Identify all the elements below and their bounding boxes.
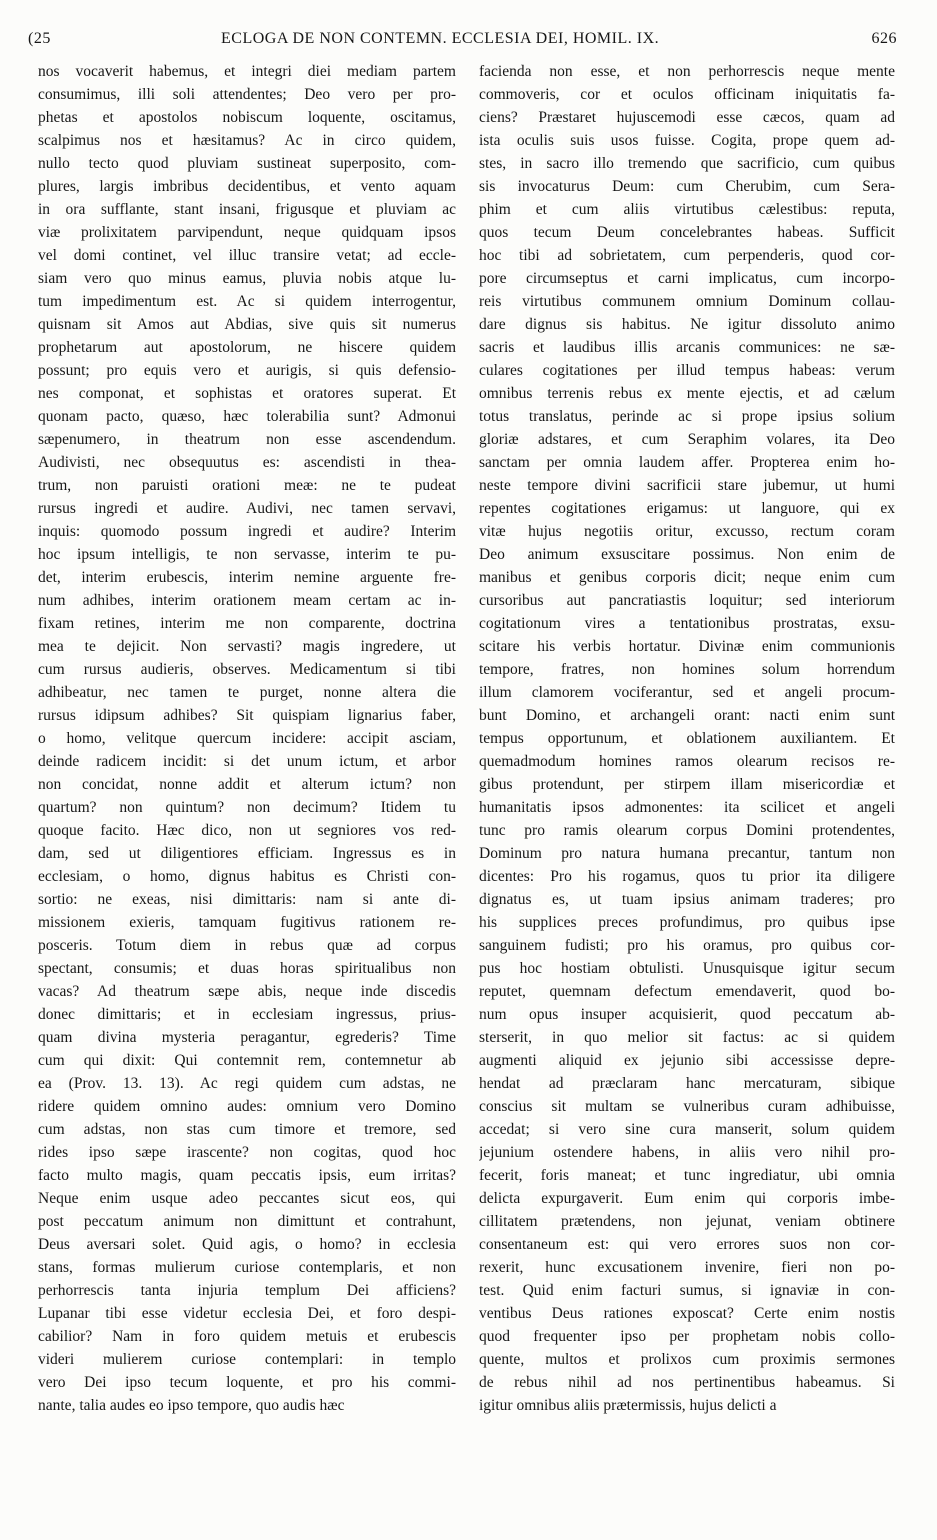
text-line: ista oculis suis usos fuisse. Cogita, prope quem ad- (479, 132, 895, 149)
right-text-column (479, 60, 895, 1417)
text-line: hendat ad præclaram hanc mercaturam, sibique (479, 1075, 895, 1092)
text-line: trum, non paruisti orationi meæ: ne te pudeat (38, 477, 456, 494)
text-line: deinde radicem incidit: si det unum ictum, et arbor (38, 753, 456, 770)
text-line: illum clamorem vociferantur, sed et angeli procum- (479, 684, 895, 701)
text-line: Dominum pro natura humana precantur, tantum non (479, 845, 895, 862)
text-line: scalpimus nos et hæsitamus? Ac in circo quidem, (38, 132, 456, 149)
text-line: cogitationum vires a tentationibus prostratas, exsu- (479, 615, 895, 632)
text-line: dare dignus sis habitus. Ne igitur dissoluto animo (479, 316, 895, 333)
text-line: siam vero quo minus eamus, pluvia nobis atque lu- (38, 270, 456, 287)
left-text-column (38, 60, 456, 1417)
page-number-left: (25 (28, 30, 51, 47)
text-line: ventibus Deus rationes exposcat? Certe enim nostis (479, 1305, 895, 1322)
text-line: cum qui dixit: Qui contemnit rem, contemnetur ab (38, 1052, 456, 1069)
text-line: facto multo magis, quam peccatis ipsis, eum irritas? (38, 1167, 456, 1184)
text-line: humanitatis ipsos admonentes: ita scilicet et angeli (479, 799, 895, 816)
text-line: totus translatus, perinde ac si prope ipsius solium (479, 408, 895, 425)
text-line: nos vocaverit habemus, et integri diei mediam partem (38, 63, 456, 80)
text-line: hoc ipsum intelligis, te non servasse, interim te pu- (38, 546, 456, 563)
text-line: dicentes: Pro his rogamus, quos tu prior ita diligere (479, 868, 895, 885)
text-line: prophetarum aut apostolorum, ne hiscere quidem (38, 339, 456, 356)
text-line: mea te dejicit. Non servasti? magis ingredere, ut (38, 638, 456, 655)
running-title: ECLOGA DE NON CONTEMN. ECCLESIA DEI, HOMIL. IX. (221, 30, 660, 47)
text-line: num adhibes, interim orationem meam certam ac in- (38, 592, 456, 609)
text-line: posceris. Totum diem in rebus quæ ad corpus (38, 937, 456, 954)
text-line: vitæ hujus negotiis oritur, excusso, rectum coram (479, 523, 895, 540)
text-line: commoveris, cor et oculos officinam iniquitatis fa- (479, 86, 895, 103)
text-line: Neque enim usque adeo peccantes sicut eos, qui (38, 1190, 456, 1207)
text-line: neste tempore divini sacrificii stare jubemur, ut humi (479, 477, 895, 494)
text-line: missionem exieris, tamquam fugitivus rationem re- (38, 914, 456, 931)
text-line: quod frequenter ipso per prophetam nobis collo- (479, 1328, 895, 1345)
text-line: ea (Prov. 13. 13). Ac regi quidem cum adstas, ne (38, 1075, 456, 1092)
text-line: sanctam per omnia laudem affer. Propterea enim ho- (479, 454, 895, 471)
text-line: sæpenumero, in theatrum non esse ascendendum. (38, 431, 456, 448)
text-line: fecerit, foris maneat; et tunc ingrediatur, ubi omnia (479, 1167, 895, 1184)
text-line: quam divina mysteria peragantur, egrederis? Time (38, 1029, 456, 1046)
text-line: conscius sit multam se vulneribus curam adhibuisse, (479, 1098, 895, 1115)
text-line: videri mulierem curiose contemplari: in templo (38, 1351, 456, 1368)
text-line: vel domi continet, vel illuc transire vetat; ad eccle- (38, 247, 456, 264)
text-line: delicta expurgaverit. Eum enim qui corporis imbe- (479, 1190, 895, 1207)
text-line: gibus protendunt, per stirpem illam misericordiæ et (479, 776, 895, 793)
text-line: repentes cogitationes erigamus: ut languore, qui ex (479, 500, 895, 517)
text-line: phetas et apostolos nobiscum loquente, oscitamus, (38, 109, 456, 126)
text-line: quonam pacto, quæso, hæc tolerabilia sunt? Admonui (38, 408, 456, 425)
text-line: manibus et genibus corporis dicit; neque enim cum (479, 569, 895, 586)
text-line: in ora sufflante, stant insani, frigusque et pluviam ac (38, 201, 456, 218)
text-line: rexerit, hunc excusationem invenire, fieri non po- (479, 1259, 895, 1276)
text-line: Deo animum exsuscitare possimus. Non enim de (479, 546, 895, 563)
text-line: omnibus terrenis rebus ex mente ejectis, et ad cælum (479, 385, 895, 402)
text-line: vacas? Ad theatrum sæpe abis, neque inde discedis (38, 983, 456, 1000)
text-line: reputet, quemnam defectum emendaverit, quod bo- (479, 983, 895, 1000)
text-line: sis invocaturus Deum: cum Cherubim, cum Sera- (479, 178, 895, 195)
text-line: sacris et laudibus illis arcanis communices: ne sæ- (479, 339, 895, 356)
text-line: cum adstas, non stas cum timore et tremore, sed (38, 1121, 456, 1138)
text-line: sortio: ne exeas, nisi dimittaris: nam si ante di- (38, 891, 456, 908)
text-line: tum impedimentum est. Ac si quidem interrogentur, (38, 293, 456, 310)
text-line: possunt; pro equis vero et aurigis, si quis defensio- (38, 362, 456, 379)
text-line: perhorrescis tanta injuria templum Dei afficiens? (38, 1282, 456, 1299)
text-line: hoc tibi ad sobrietatem, cum perpenderis, quod cor- (479, 247, 895, 264)
text-line: adhibeatur, nec tamen te purget, nonne altera die (38, 684, 456, 701)
text-line: plures, largis imbribus decidentibus, et vento aquam (38, 178, 456, 195)
text-line: ecclesiam, o homo, dignus habitus es Christi con- (38, 868, 456, 885)
text-line: fixam retines, interim me non comparente, doctrina (38, 615, 456, 632)
text-line: tempore, fratres, non homines solum horrendum (479, 661, 895, 678)
text-line: sterserit, in quo melior sit factus: ac si quidem (479, 1029, 895, 1046)
text-line: facienda non esse, et non perhorrescis neque mente (479, 63, 895, 80)
text-line: culares cogitationes per illud tempus habeas: verum (479, 362, 895, 379)
text-line: nante, talia audes eo ipso tempore, quo audis hæc (38, 1397, 345, 1414)
text-line: tempus opportunum, et oblationem auxiliantem. Et (479, 730, 895, 747)
text-line: phim et cum aliis virtutibus cælestibus: reputa, (479, 201, 895, 218)
text-line: scitare his verbis hortatur. Divinæ enim communionis (479, 638, 895, 655)
text-line: num opus insuper acquisierit, quod peccatum ab- (479, 1006, 895, 1023)
text-line: jejunium ostendere habens, in aliis vero nihil pro- (479, 1144, 895, 1161)
text-line: Audivisti, nec obsequutus es: ascendisti in thea- (38, 454, 456, 471)
text-line: accedat; si vero sine cura manserit, solum quidem (479, 1121, 895, 1138)
text-line: viæ prolixitatem parvipendunt, neque quidquam ipsos (38, 224, 456, 241)
text-line: o homo, velitque quercum incidere: accipit asciam, (38, 730, 456, 747)
text-line: reis virtutibus communem omnium Dominum collau- (479, 293, 895, 310)
text-line: augmenti aliquid ex jejunio sibi accessisse depre- (479, 1052, 895, 1069)
text-line: cillitatem prætendens, non jejunat, veniam obtinere (479, 1213, 895, 1230)
text-line: test. Quid enim facturi sumus, si ignaviæ in con- (479, 1282, 895, 1299)
text-line: rursus idipsum adhibes? Sit quispiam lignarius faber, (38, 707, 456, 724)
text-line: nes componat, et sophistas et oratores superat. Et (38, 385, 456, 402)
text-line: donec dimittaris; et in ecclesiam ingressus, prius- (38, 1006, 456, 1023)
text-line: quemadmodum homines ramos olearum recisos re- (479, 753, 895, 770)
text-line: stans, formas mulierum curiose contemplaris, et non (38, 1259, 456, 1276)
text-line: spectant, consumis; et duas horas spiritualibus non (38, 960, 456, 977)
text-line: igitur omnibus aliis prætermissis, hujus delicti a (479, 1397, 777, 1414)
text-line: consentaneum est: qui vero errores suos non cor- (479, 1236, 895, 1253)
text-line: quente, multos et prolixos cum proximis sermones (479, 1351, 895, 1368)
text-line: dam, sed ut diligentiores efficiam. Ingressus es in (38, 845, 456, 862)
text-line: his supplices preces profundimus, pro quibus ipse (479, 914, 895, 931)
text-line: tunc pro ramis olearum corpus Domini protendentes, (479, 822, 895, 839)
text-line: quartum? non quintum? non decimum? Itidem tu (38, 799, 456, 816)
text-line: quos tecum Deum concelebrantes habeas. Sufficit (479, 224, 895, 241)
text-line: ciens? Præstaret hujuscemodi esse cæcos, quam ad (479, 109, 895, 126)
running-header (28, 30, 897, 56)
text-line: Lupanar tibi esse videtur ecclesia Dei, et foro despi- (38, 1305, 456, 1322)
text-line: bunt Domino, et archangeli orant: nacti enim sunt (479, 707, 895, 724)
page-number-right: 626 (871, 30, 897, 47)
text-line: consumimus, illi soli attendentes; Deo vero per pro- (38, 86, 456, 103)
text-line: dignatus es, ut tuam ipsius animam traderes; pro (479, 891, 895, 908)
text-line: rides ipso sæpe irascente? non cogitas, quod hoc (38, 1144, 456, 1161)
text-line: rursus ingredi et audire. Audivi, nec tamen servavi, (38, 500, 456, 517)
text-line: ridere quidem omnino audes: omnium vero Domino (38, 1098, 456, 1115)
text-line: non concidat, nonne addit et alterum ictum? non (38, 776, 456, 793)
text-line: quoque facito. Hæc dico, non ut segniores vos red- (38, 822, 456, 839)
text-line: post peccatum animum non dimittunt et contrahunt, (38, 1213, 456, 1230)
text-line: sanguinem fudisti; pro his oramus, pro quibus cor- (479, 937, 895, 954)
text-line: inquis: quomodo possum ingredi et audire? Interim (38, 523, 456, 540)
text-line: cursoribus aut pancratiastis loquitur; sed interiorum (479, 592, 895, 609)
text-line: Deus aversari solet. Quid agis, o homo? in ecclesia (38, 1236, 456, 1253)
text-line: det, interim erubescis, interim nemine arguente fre- (38, 569, 456, 586)
text-line: vero Dei ipso tecum loquente, et pro his commi- (38, 1374, 456, 1391)
text-line: gloriæ adstares, et cum Seraphim volares, ita Deo (479, 431, 895, 448)
text-line: quisnam sit Amos aut Abdias, sive quis sit numerus (38, 316, 456, 333)
text-line: de rebus nihil ad nos pertinentibus habeamus. Si (479, 1374, 895, 1391)
text-line: pus hoc hostiam obtulisti. Unusquisque igitur secum (479, 960, 895, 977)
text-line: pore circumseptus et carni implicatus, cum incorpo- (479, 270, 895, 287)
text-line: stes, in sacro illo tremendo que sacrificio, cum quibus (479, 155, 895, 172)
text-line: cabilior? Nam in foro quidem metuis et erubescis (38, 1328, 456, 1345)
text-line: nullo tecto quod pluviam sustineat superposito, com- (38, 155, 456, 172)
text-line: cum rursus audieris, observes. Medicamentum si tibi (38, 661, 456, 678)
